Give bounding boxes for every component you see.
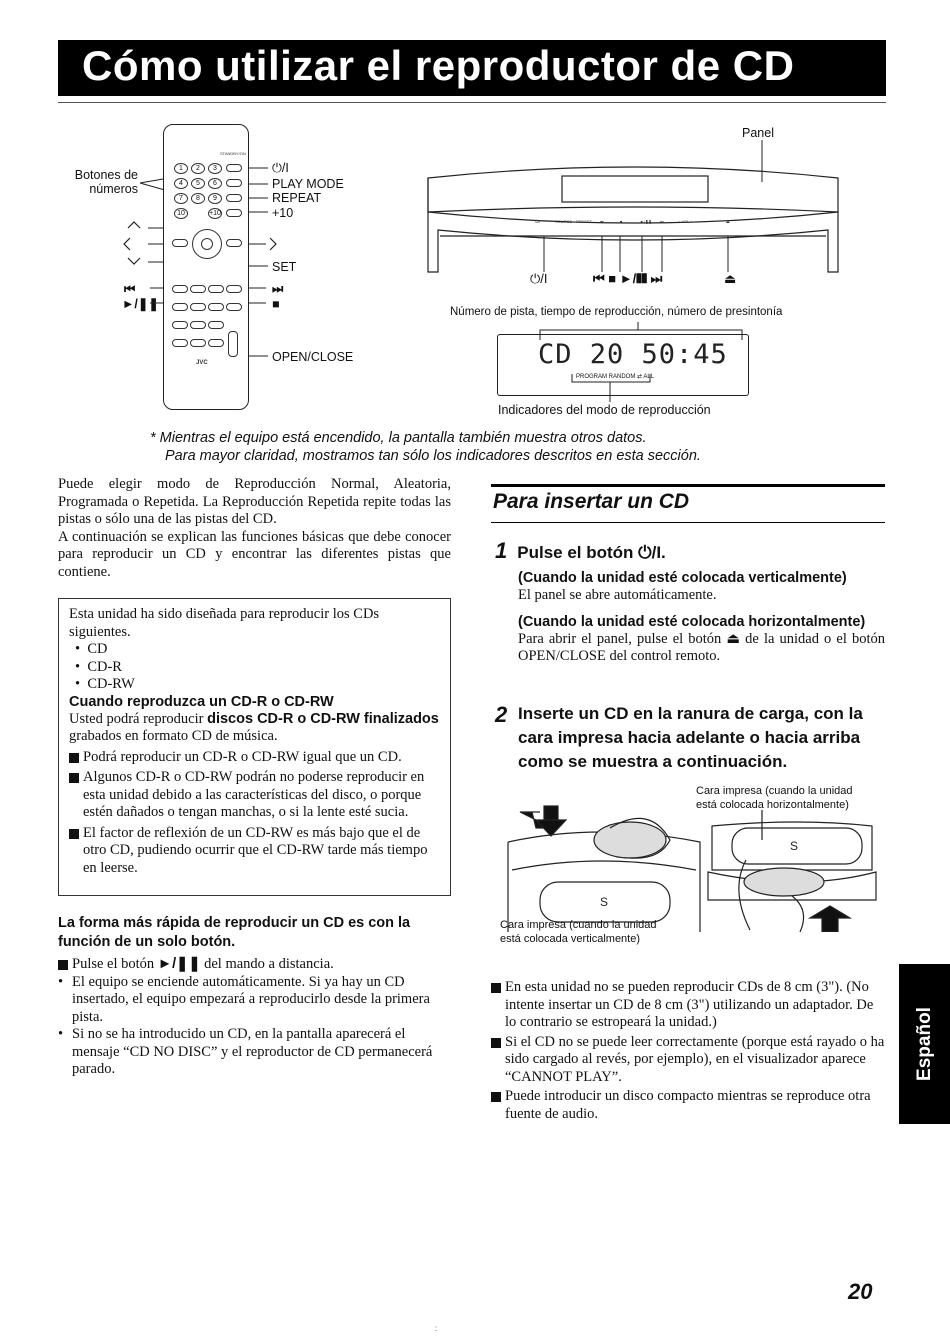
repeat-label: REPEAT [272, 191, 322, 205]
display-panel [497, 334, 749, 396]
svg-text:SOURCE: SOURCE [555, 219, 573, 224]
cd-box-note: Algunos CD-R o CD-RW podrán no poderse reproducir en esta unidad debido a las características del disco, o porque estén dañados o tengan manchas, o si la lente esté sucia. [69, 769, 440, 822]
section-rule [491, 484, 885, 487]
unit-standby-label: ⏻/I [530, 271, 548, 286]
play-pause-label: ►/❚❚ [122, 297, 159, 311]
remote-control-illustration: STANDBY/ON 1 2 3 4 5 6 7 8 9 10 +10 JVC [163, 124, 249, 410]
main-unit-illustration [420, 150, 850, 290]
cd-compatibility-box [58, 598, 451, 896]
quick-play-list [58, 956, 451, 1079]
svg-text:■: ■ [620, 219, 623, 224]
step-1-details: (Cuando la unidad esté colocada verticalmente) El panel se abre automáticamente. (Cuando la unidad esté colocada horizontalmente) Para abrir el panel, pulse el botón ⏏ de la unidad o el botón OPEN/CLOSE del control remoto. [518, 570, 885, 664]
svg-text:⏻/I: ⏻/I [535, 219, 541, 224]
cd-box-usage: Usted podrá reproducir discos CD-R o CD-RW finalizados grabados en formato CD de música. [69, 710, 439, 744]
insert-note: Puede introducir un disco compacto mientras se reproduce otra fuente de audio. [491, 1088, 885, 1123]
quick-play-step: Pulse el botón ►/❚❚ del mando a distancia. [58, 956, 451, 974]
section-rule [491, 522, 885, 523]
standby-label: ⏻/I [272, 161, 289, 175]
cd-box-note: El factor de reflexión de un CD-RW es más bajo que el de otro CD, pudiendo ocurrir que el CD-RW tarde más tiempo en leerse. [69, 825, 440, 878]
display-value: CD 20 50:45 [538, 339, 728, 370]
step-text: Inserte un CD en la ranura de carga, con la cara impresa hacia adelante o hacia arriba como se muestra a continuación. [518, 704, 863, 771]
insert-note: Si el CD no se puede leer correctamente (porque está rayado o ha sido cargado al revés, por ejemplo), en el visualizador aparece “CANNOT PLAY”. [491, 1034, 885, 1087]
step-number: 1 [495, 538, 508, 563]
page-number: 20 [848, 1279, 873, 1304]
unit-eject-label: ⏏ [724, 271, 737, 286]
step-2 [495, 702, 885, 774]
cd-type-item: • CD-R [75, 658, 122, 675]
cd-box-heading: Cuando reproduzca un CD-R o CD-RW [69, 693, 334, 710]
intro-text: Puede elegir modo de Reproducción Normal, Aleatoria, Programada o Repetida. La Reproducción Repetida repite todas las pistas o sólo una de las pistas del CD. A continuación se explican las funciones básicas que debe conocer para reproducir un CD y encontrar las diferentes pistas que contiene. [58, 476, 451, 580]
prev-label: ⏮ [124, 282, 136, 296]
svg-text:S: S [790, 839, 799, 853]
language-tab-label: Español [913, 1007, 935, 1081]
svg-text:⏭: ⏭ [660, 219, 664, 224]
quick-play-bullet: • Si no se ha introducido un CD, en la pantalla aparecerá el mensaje “CD NO DISC” y el reproductor de CD permanecerá parado. [58, 1026, 433, 1077]
set-label: SET [272, 260, 297, 274]
cd-box-intro: Esta unidad ha sido diseñada para reproducir los CDs siguientes. [69, 606, 380, 640]
caption-horizontal: Cara impresa (cuando la unidad está colocada horizontalmente) [696, 785, 853, 811]
mode-indicator-caption: Indicadores del modo de reproducción [498, 403, 711, 417]
svg-text:− VOL +: − VOL + [678, 219, 693, 224]
cd-insert-illustration [500, 800, 880, 932]
svg-text:PRESET: PRESET [576, 219, 593, 224]
display-caption: Número de pista, tiempo de reproducción, número de presintonía [450, 306, 783, 318]
insert-notes [491, 979, 885, 1123]
play-mode-label: PLAY MODE [272, 177, 344, 191]
quick-play-bullet: • El equipo se enciende automáticamente. Si ya hay un CD insertado, el equipo empezará a reproducirlo desde la primera pista. [58, 973, 430, 1025]
svg-text:⏮: ⏮ [600, 219, 604, 224]
section-title: Para insertar un CD [493, 490, 690, 513]
svg-text:S: S [600, 895, 609, 909]
number-buttons-label: Botones de números [74, 168, 138, 196]
stop-label: ■ [272, 297, 280, 311]
svg-text:⏏: ⏏ [726, 219, 730, 224]
plus10-label: +10 [272, 206, 294, 220]
footnote: * Mientras el equipo está encendido, la pantalla también muestra otros datos. Para mayor claridad, mostramos tan sólo los indicadores descritos en esta sección. [150, 430, 701, 464]
cd-box-note: Podrá reproducir un CD-R o CD-RW igual que un CD. [69, 749, 440, 767]
step-number: 2 [495, 702, 508, 727]
step-1 [495, 538, 885, 565]
cd-type-item: • CD-RW [75, 676, 135, 692]
page-title: Cómo utilizar el reproductor de CD [82, 42, 795, 89]
unit-transport-labels: ⏮ ■ ►/❚❚ ⏭ [593, 271, 663, 286]
footer-mark: : [435, 1324, 438, 1333]
step-text: Pulse el botón ⏻/I. [517, 543, 666, 562]
language-tab [899, 964, 950, 1124]
next-label: ⏭ [272, 282, 284, 296]
cd-type-item: • CD [75, 641, 108, 657]
display-mode-indicators: PROGRAM RANDOM ⇄ ALL [576, 374, 655, 380]
insert-note: En esta unidad no se pueden reproducir CDs de 8 cm (3"). (No intente insertar un CD de 8 cm (3") utilizando un adaptador. De lo contrario se estropeará la unidad.) [491, 979, 885, 1032]
remote-brand: JVC [196, 360, 208, 366]
panel-label: Panel [742, 126, 774, 140]
quick-play-heading: La forma más rápida de reproducir un CD es con la función de un solo botón. [58, 915, 411, 950]
caption-vertical: Cara impresa (cuando la unidad está colocada verticalmente) [500, 919, 657, 945]
svg-text:►/❚❚: ►/❚❚ [640, 219, 652, 224]
open-close-label: OPEN/CLOSE [272, 350, 354, 364]
